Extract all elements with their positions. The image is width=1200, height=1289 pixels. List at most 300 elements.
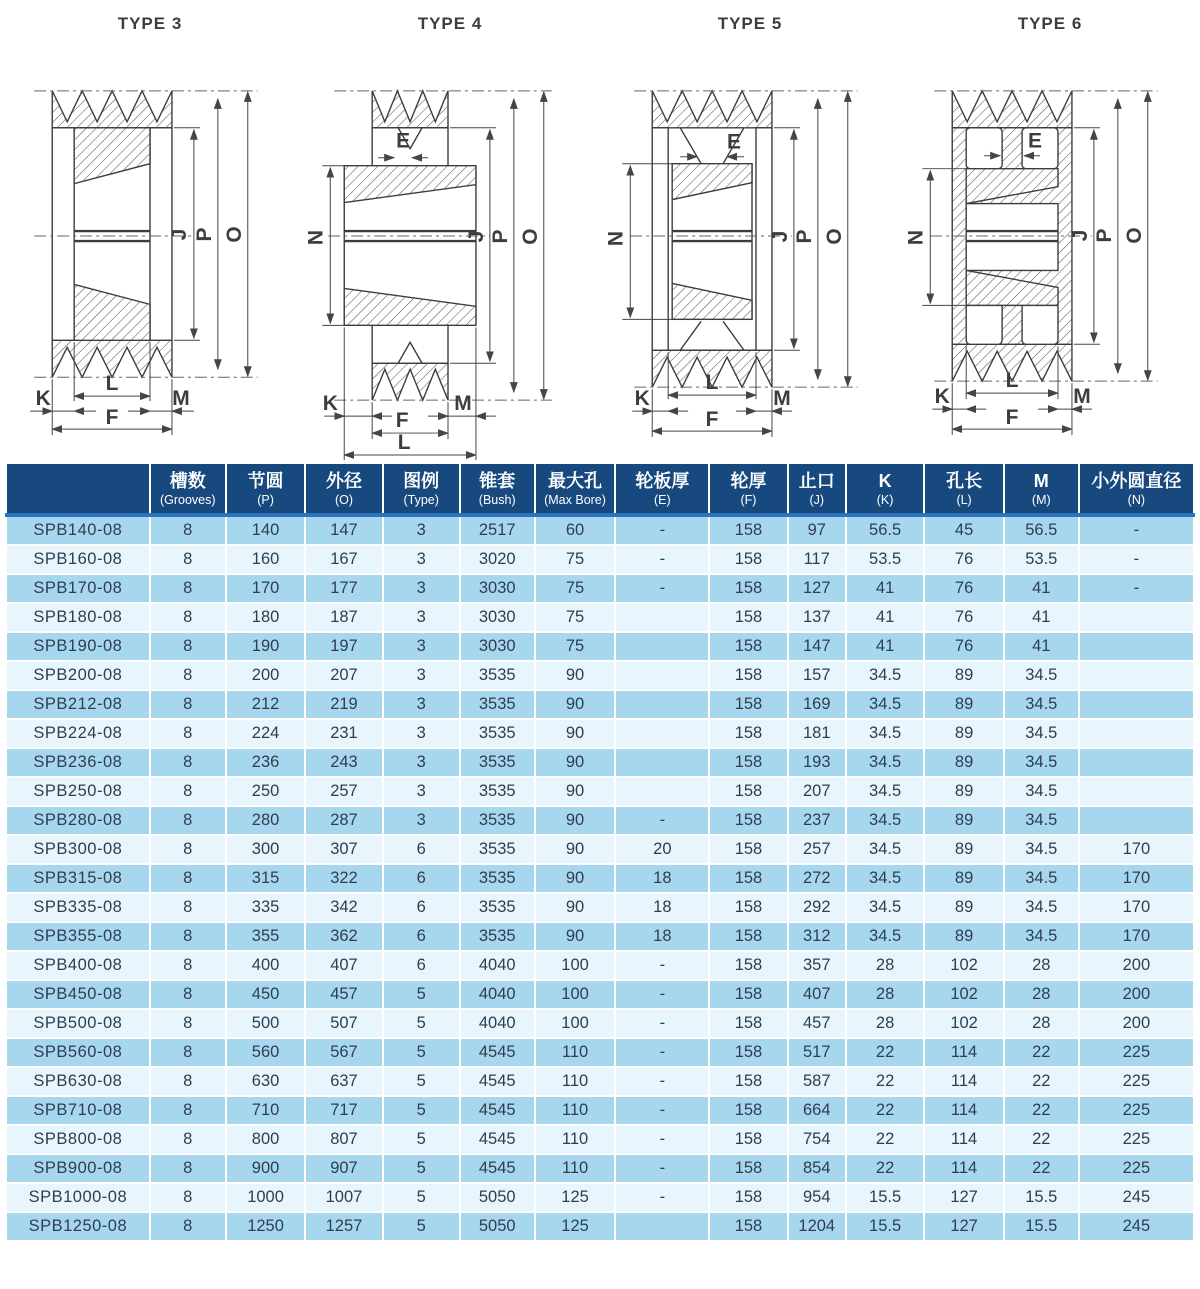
value-cell: -: [615, 1096, 709, 1125]
value-cell: 34.5: [1004, 690, 1079, 719]
value-cell: 90: [535, 690, 616, 719]
value-cell: 287: [305, 806, 382, 835]
value-cell: 22: [1004, 1067, 1079, 1096]
value-cell: -: [615, 1183, 709, 1212]
table-row: [6, 603, 1194, 632]
value-cell: 4040: [460, 951, 535, 980]
model-cell: SPB710-08: [6, 1096, 150, 1125]
value-cell: 754: [788, 1125, 846, 1154]
value-cell: 117: [788, 545, 846, 574]
value-cell: 8: [150, 1183, 226, 1212]
value-cell: 4040: [460, 980, 535, 1009]
column-header-en: (N): [1127, 492, 1146, 507]
value-cell: 630: [226, 1067, 306, 1096]
value-cell: 89: [924, 719, 1004, 748]
value-cell: 137: [788, 603, 846, 632]
value-cell: [615, 1212, 709, 1241]
value-cell: 1007: [305, 1183, 382, 1212]
column-header-en: (Grooves): [159, 492, 216, 507]
column-header: [150, 463, 226, 515]
value-cell: 357: [788, 951, 846, 980]
value-cell: 250: [226, 777, 306, 806]
value-cell: 158: [709, 1067, 787, 1096]
value-cell: 34.5: [1004, 748, 1079, 777]
value-cell: 147: [788, 632, 846, 661]
value-cell: 854: [788, 1154, 846, 1183]
value-cell: 170: [1079, 864, 1194, 893]
value-cell: 22: [1004, 1154, 1079, 1183]
column-header-zh: 节圆: [247, 471, 284, 491]
value-cell: 3535: [460, 893, 535, 922]
model-cell: SPB1250-08: [6, 1212, 150, 1241]
value-cell: 15.5: [1004, 1212, 1079, 1241]
value-cell: 75: [535, 632, 616, 661]
column-header-zh: 孔长: [946, 471, 983, 491]
value-cell: 90: [535, 835, 616, 864]
value-cell: 1250: [226, 1212, 306, 1241]
value-cell: 158: [709, 1212, 787, 1241]
value-cell: 8: [150, 748, 226, 777]
model-cell: SPB800-08: [6, 1125, 150, 1154]
value-cell: 8: [150, 1038, 226, 1067]
dim-label-f: F: [705, 408, 719, 432]
value-cell: 3030: [460, 603, 535, 632]
value-cell: 355: [226, 922, 306, 951]
value-cell: 900: [226, 1154, 306, 1183]
value-cell: 664: [788, 1096, 846, 1125]
dim-label-o: O: [822, 228, 846, 245]
value-cell: 76: [924, 574, 1004, 603]
value-cell: 18: [615, 893, 709, 922]
value-cell: 60: [535, 515, 616, 545]
value-cell: 15.5: [846, 1212, 924, 1241]
value-cell: 1204: [788, 1212, 846, 1241]
value-cell: 3535: [460, 864, 535, 893]
value-cell: 8: [150, 835, 226, 864]
value-cell: 3: [383, 603, 460, 632]
value-cell: 5050: [460, 1212, 535, 1241]
table-row: [6, 1009, 1194, 1038]
dim-label-o: O: [222, 226, 246, 243]
column-header: [615, 463, 709, 515]
value-cell: 5: [383, 1009, 460, 1038]
value-cell: 89: [924, 806, 1004, 835]
value-cell: 34.5: [1004, 777, 1079, 806]
value-cell: 22: [846, 1067, 924, 1096]
column-header-zh: 槽数: [169, 471, 206, 491]
dim-label-f: F: [1005, 406, 1019, 430]
value-cell: 76: [924, 545, 1004, 574]
value-cell: 4545: [460, 1067, 535, 1096]
value-cell: 637: [305, 1067, 382, 1096]
value-cell: -: [615, 980, 709, 1009]
value-cell: 22: [846, 1038, 924, 1067]
value-cell: 18: [615, 864, 709, 893]
table-row: [6, 806, 1194, 835]
value-cell: 3030: [460, 574, 535, 603]
column-header-zh: K: [878, 471, 892, 491]
value-cell: 18: [615, 922, 709, 951]
model-cell: SPB315-08: [6, 864, 150, 893]
value-cell: 3: [383, 574, 460, 603]
value-cell: 34.5: [846, 748, 924, 777]
value-cell: -: [615, 574, 709, 603]
value-cell: [1079, 748, 1194, 777]
model-cell: SPB450-08: [6, 980, 150, 1009]
value-cell: 200: [1079, 1009, 1194, 1038]
column-header: [460, 463, 535, 515]
value-cell: 110: [535, 1125, 616, 1154]
model-cell: SPB300-08: [6, 835, 150, 864]
value-cell: 15.5: [846, 1183, 924, 1212]
value-cell: 8: [150, 574, 226, 603]
value-cell: 197: [305, 632, 382, 661]
dim-label-j: J: [167, 228, 191, 241]
column-header-zh: 锥套: [479, 471, 516, 491]
column-header: [709, 463, 787, 515]
value-cell: 3030: [460, 632, 535, 661]
column-header-zh: 小外圆直径: [1091, 471, 1182, 491]
table-row: [6, 951, 1194, 980]
value-cell: 56.5: [846, 515, 924, 545]
value-cell: 15.5: [1004, 1183, 1079, 1212]
value-cell: 500: [226, 1009, 306, 1038]
value-cell: 53.5: [1004, 545, 1079, 574]
value-cell: 8: [150, 632, 226, 661]
column-header-en: (L): [956, 492, 972, 507]
value-cell: 231: [305, 719, 382, 748]
value-cell: 8: [150, 603, 226, 632]
value-cell: 8: [150, 1125, 226, 1154]
header-row: [6, 463, 1194, 515]
value-cell: 89: [924, 835, 1004, 864]
value-cell: 225: [1079, 1067, 1194, 1096]
model-cell: SPB500-08: [6, 1009, 150, 1038]
dim-label-p: P: [792, 229, 816, 244]
value-cell: 710: [226, 1096, 306, 1125]
model-cell: SPB224-08: [6, 719, 150, 748]
value-cell: 272: [788, 864, 846, 893]
column-header-en: (P): [257, 492, 274, 507]
type6-drawing: [900, 36, 1200, 460]
value-cell: 41: [1004, 603, 1079, 632]
value-cell: 34.5: [846, 690, 924, 719]
value-cell: 177: [305, 574, 382, 603]
column-header: [788, 463, 846, 515]
value-cell: 8: [150, 1096, 226, 1125]
value-cell: 158: [709, 951, 787, 980]
value-cell: 34.5: [846, 893, 924, 922]
value-cell: 8: [150, 1067, 226, 1096]
value-cell: 114: [924, 1096, 1004, 1125]
value-cell: 28: [846, 980, 924, 1009]
value-cell: 280: [226, 806, 306, 835]
value-cell: [1079, 690, 1194, 719]
value-cell: 114: [924, 1154, 1004, 1183]
value-cell: 90: [535, 893, 616, 922]
value-cell: 158: [709, 1154, 787, 1183]
model-cell: SPB212-08: [6, 690, 150, 719]
value-cell: 41: [846, 632, 924, 661]
value-cell: 3: [383, 748, 460, 777]
value-cell: 407: [305, 951, 382, 980]
figure-type5: [600, 0, 900, 460]
figure-type6: [900, 0, 1200, 460]
value-cell: 717: [305, 1096, 382, 1125]
value-cell: [615, 632, 709, 661]
value-cell: 34.5: [1004, 806, 1079, 835]
table-row: [6, 922, 1194, 951]
value-cell: 190: [226, 632, 306, 661]
value-cell: 6: [383, 922, 460, 951]
column-header-zh: M: [1033, 471, 1049, 491]
value-cell: 89: [924, 893, 1004, 922]
value-cell: 5: [383, 980, 460, 1009]
pulley-cross-section: [652, 91, 772, 387]
value-cell: -: [615, 1067, 709, 1096]
dim-label-o: O: [518, 228, 542, 245]
value-cell: 5050: [460, 1183, 535, 1212]
value-cell: 322: [305, 864, 382, 893]
type3-drawing: [0, 36, 300, 460]
value-cell: 140: [226, 515, 306, 545]
dim-label-p: P: [1092, 228, 1116, 243]
value-cell: 110: [535, 1154, 616, 1183]
value-cell: 41: [846, 603, 924, 632]
table-row: [6, 1067, 1194, 1096]
value-cell: 170: [1079, 835, 1194, 864]
model-cell: SPB236-08: [6, 748, 150, 777]
value-cell: 22: [846, 1154, 924, 1183]
value-cell: 147: [305, 515, 382, 545]
value-cell: 158: [709, 922, 787, 951]
figure-type3: [0, 0, 300, 460]
dim-label-p: P: [488, 229, 512, 244]
value-cell: 41: [1004, 574, 1079, 603]
value-cell: 158: [709, 864, 787, 893]
value-cell: 4040: [460, 1009, 535, 1038]
value-cell: -: [1079, 574, 1194, 603]
value-cell: 4545: [460, 1038, 535, 1067]
value-cell: -: [615, 951, 709, 980]
table-row: [6, 1096, 1194, 1125]
column-header: [6, 463, 150, 515]
value-cell: 158: [709, 719, 787, 748]
value-cell: -: [615, 545, 709, 574]
value-cell: 6: [383, 835, 460, 864]
value-cell: 28: [846, 951, 924, 980]
dim-label-n: N: [904, 229, 928, 246]
model-cell: SPB190-08: [6, 632, 150, 661]
value-cell: 114: [924, 1067, 1004, 1096]
value-cell: 90: [535, 661, 616, 690]
column-header: [383, 463, 460, 515]
value-cell: 3: [383, 719, 460, 748]
value-cell: 102: [924, 980, 1004, 1009]
value-cell: 5: [383, 1067, 460, 1096]
value-cell: 1000: [226, 1183, 306, 1212]
value-cell: 160: [226, 545, 306, 574]
column-header-en: (Type): [403, 492, 439, 507]
value-cell: 237: [788, 806, 846, 835]
value-cell: -: [1079, 545, 1194, 574]
dim-label-p: P: [192, 227, 216, 242]
table-row: [6, 690, 1194, 719]
value-cell: 90: [535, 719, 616, 748]
type5-drawing: [600, 36, 900, 460]
value-cell: [615, 777, 709, 806]
column-header-zh: 外径: [325, 471, 362, 491]
value-cell: 157: [788, 661, 846, 690]
value-cell: 4545: [460, 1154, 535, 1183]
value-cell: 243: [305, 748, 382, 777]
dim-label-l: L: [397, 431, 411, 455]
value-cell: 158: [709, 632, 787, 661]
value-cell: 400: [226, 951, 306, 980]
value-cell: 34.5: [846, 806, 924, 835]
value-cell: 125: [535, 1183, 616, 1212]
dim-label-m: M: [1073, 385, 1091, 409]
column-header-en: (E): [654, 492, 671, 507]
table-row: [6, 719, 1194, 748]
dim-label-j: J: [464, 230, 488, 243]
value-cell: 41: [846, 574, 924, 603]
value-cell: 292: [788, 893, 846, 922]
value-cell: 22: [846, 1096, 924, 1125]
value-cell: 100: [535, 1009, 616, 1038]
value-cell: 158: [709, 1009, 787, 1038]
value-cell: [1079, 632, 1194, 661]
dim-label-e: E: [727, 130, 742, 154]
value-cell: 34.5: [846, 777, 924, 806]
column-header: [1004, 463, 1079, 515]
value-cell: 158: [709, 1038, 787, 1067]
column-header: [846, 463, 924, 515]
value-cell: 34.5: [846, 864, 924, 893]
table-row: [6, 1125, 1194, 1154]
dim-label-o: O: [1122, 227, 1146, 244]
value-cell: 1257: [305, 1212, 382, 1241]
value-cell: 22: [1004, 1125, 1079, 1154]
value-cell: 158: [709, 980, 787, 1009]
value-cell: [615, 603, 709, 632]
type4-drawing: [300, 36, 600, 460]
value-cell: 20: [615, 835, 709, 864]
value-cell: 125: [535, 1212, 616, 1241]
value-cell: 5: [383, 1212, 460, 1241]
value-cell: 3: [383, 545, 460, 574]
value-cell: 158: [709, 515, 787, 545]
model-cell: SPB630-08: [6, 1067, 150, 1096]
table-row: [6, 835, 1194, 864]
table-row: [6, 748, 1194, 777]
value-cell: 207: [788, 777, 846, 806]
value-cell: 3535: [460, 690, 535, 719]
value-cell: 342: [305, 893, 382, 922]
value-cell: 315: [226, 864, 306, 893]
value-cell: 954: [788, 1183, 846, 1212]
column-header-en: (Max Bore): [544, 492, 606, 507]
value-cell: 8: [150, 1212, 226, 1241]
value-cell: 6: [383, 951, 460, 980]
column-header: [305, 463, 382, 515]
value-cell: 907: [305, 1154, 382, 1183]
value-cell: 207: [305, 661, 382, 690]
value-cell: 245: [1079, 1183, 1194, 1212]
value-cell: 3535: [460, 661, 535, 690]
value-cell: 6: [383, 893, 460, 922]
model-cell: SPB160-08: [6, 545, 150, 574]
value-cell: 560: [226, 1038, 306, 1067]
value-cell: 158: [709, 661, 787, 690]
spec-table-body: [6, 515, 1194, 1241]
value-cell: 53.5: [846, 545, 924, 574]
value-cell: 5: [383, 1154, 460, 1183]
value-cell: 3020: [460, 545, 535, 574]
value-cell: 34.5: [1004, 719, 1079, 748]
value-cell: 158: [709, 893, 787, 922]
value-cell: 22: [846, 1125, 924, 1154]
dim-label-m: M: [454, 392, 472, 416]
value-cell: -: [615, 806, 709, 835]
value-cell: 8: [150, 661, 226, 690]
value-cell: 3: [383, 690, 460, 719]
dim-label-j: J: [1068, 229, 1092, 242]
value-cell: 89: [924, 777, 1004, 806]
model-cell: SPB335-08: [6, 893, 150, 922]
value-cell: 335: [226, 893, 306, 922]
value-cell: 90: [535, 748, 616, 777]
value-cell: 3: [383, 777, 460, 806]
value-cell: [615, 690, 709, 719]
value-cell: 89: [924, 690, 1004, 719]
model-cell: SPB355-08: [6, 922, 150, 951]
value-cell: 158: [709, 777, 787, 806]
value-cell: 102: [924, 951, 1004, 980]
value-cell: 28: [1004, 1009, 1079, 1038]
table-row: [6, 864, 1194, 893]
value-cell: 76: [924, 603, 1004, 632]
value-cell: 34.5: [1004, 893, 1079, 922]
value-cell: [615, 661, 709, 690]
value-cell: [615, 748, 709, 777]
value-cell: 75: [535, 603, 616, 632]
value-cell: 22: [1004, 1096, 1079, 1125]
value-cell: -: [615, 1154, 709, 1183]
table-row: [6, 545, 1194, 574]
value-cell: 8: [150, 515, 226, 545]
dim-label-k: K: [35, 387, 51, 411]
value-cell: 3535: [460, 719, 535, 748]
value-cell: 212: [226, 690, 306, 719]
value-cell: 90: [535, 777, 616, 806]
figure-title: TYPE 5: [717, 14, 783, 33]
column-header: [924, 463, 1004, 515]
column-header-en: (K): [876, 492, 894, 507]
dim-label-n: N: [604, 230, 628, 247]
value-cell: 257: [305, 777, 382, 806]
value-cell: 4545: [460, 1096, 535, 1125]
value-cell: 5: [383, 1038, 460, 1067]
value-cell: -: [615, 1038, 709, 1067]
dim-label-e: E: [396, 129, 411, 153]
value-cell: 100: [535, 980, 616, 1009]
value-cell: 225: [1079, 1154, 1194, 1183]
value-cell: 158: [709, 545, 787, 574]
value-cell: 89: [924, 748, 1004, 777]
value-cell: 517: [788, 1038, 846, 1067]
value-cell: 158: [709, 1125, 787, 1154]
